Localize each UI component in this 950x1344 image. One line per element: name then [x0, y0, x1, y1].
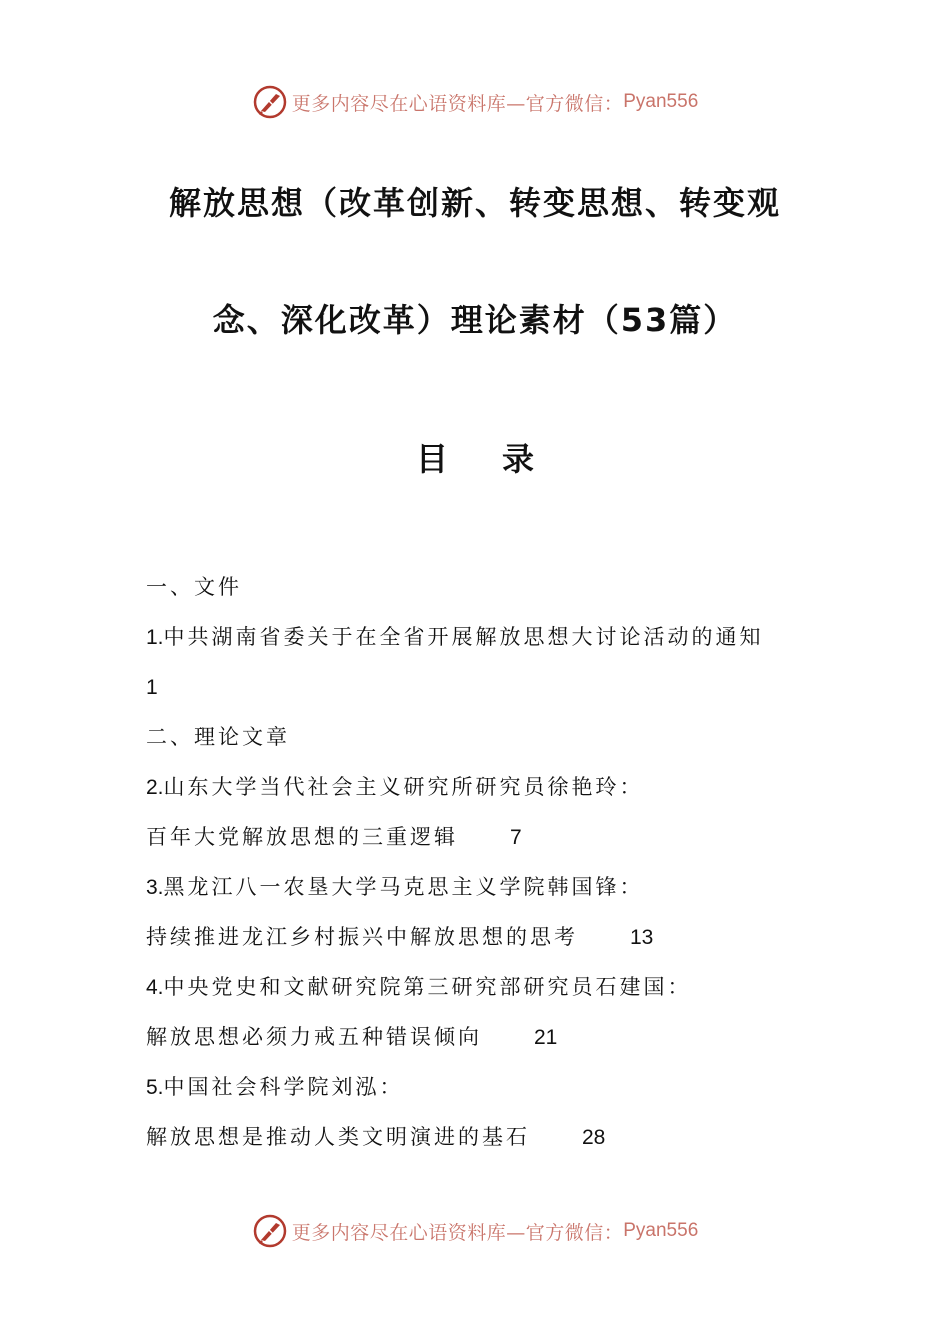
toc-item-4-title[interactable]	[146, 1016, 826, 1066]
toc-item-1[interactable]	[146, 616, 826, 666]
toc-page-number: 21	[534, 1026, 558, 1049]
toc-item-3-author[interactable]	[146, 866, 826, 916]
watermark-wechat: Pyan556	[623, 1220, 699, 1241]
toc-page-number: 1	[146, 676, 158, 699]
watermark-text: 更多内容尽在心语资料库—官方微信：	[291, 1221, 624, 1244]
toc-item-4-author[interactable]	[146, 966, 826, 1016]
toc-heading	[0, 434, 950, 480]
toc-item-author: 中央党史和文献研究院第三研究部研究员石建国：	[163, 975, 692, 999]
toc-item-number: 5.	[146, 1076, 164, 1099]
watermark-text: 更多内容尽在心语资料库—官方微信：	[291, 92, 624, 115]
toc-item-3-title[interactable]	[146, 916, 826, 966]
toc-item-5-author[interactable]	[146, 1066, 826, 1116]
toc-item-1-page-line	[146, 666, 826, 716]
toc-heading-left: 目	[415, 440, 448, 478]
toc-item-title: 解放思想是推动人类文明演进的基石	[146, 1125, 530, 1149]
toc-item-number: 4.	[146, 976, 164, 999]
toc-item-2-title[interactable]	[146, 816, 826, 866]
quill-logo-icon	[252, 1213, 288, 1249]
document-title-line-1: 解放思想（改革创新、转变思想、转变观	[168, 184, 781, 222]
quill-logo-icon	[252, 84, 288, 120]
toc-item-5-title[interactable]	[146, 1116, 826, 1166]
toc-item-number: 3.	[146, 876, 164, 899]
toc-page-number: 13	[630, 926, 654, 949]
document-title-line-2: 念、深化改革）理论素材（53篇）	[212, 301, 738, 339]
header-watermark	[0, 82, 950, 122]
toc-item-number: 1.	[146, 626, 164, 649]
toc-item-author: 山东大学当代社会主义研究所研究员徐艳玲：	[163, 775, 644, 799]
toc-item-title: 中共湖南省委关于在全省开展解放思想大讨论活动的通知	[163, 625, 764, 649]
toc-item-title: 百年大党解放思想的三重逻辑	[146, 825, 458, 849]
toc-item-number: 2.	[146, 776, 164, 799]
toc-item-author: 黑龙江八一农垦大学马克思主义学院韩国锋：	[163, 875, 644, 899]
toc-page-number: 7	[510, 826, 522, 849]
toc-item-title: 解放思想必须力戒五种错误倾向	[146, 1025, 482, 1049]
toc-heading-right: 录	[502, 440, 535, 478]
toc-item-2-author[interactable]	[146, 766, 826, 816]
toc-item-title: 持续推进龙江乡村振兴中解放思想的思考	[146, 925, 578, 949]
toc-section-articles: 二、理论文章	[146, 725, 290, 749]
toc-page-number: 28	[582, 1126, 606, 1149]
watermark-wechat: Pyan556	[623, 91, 699, 112]
table-of-contents	[146, 566, 826, 1166]
footer-watermark	[0, 1211, 950, 1251]
toc-item-author: 中国社会科学院刘泓：	[163, 1075, 404, 1099]
toc-section-documents: 一、文件	[146, 575, 242, 599]
